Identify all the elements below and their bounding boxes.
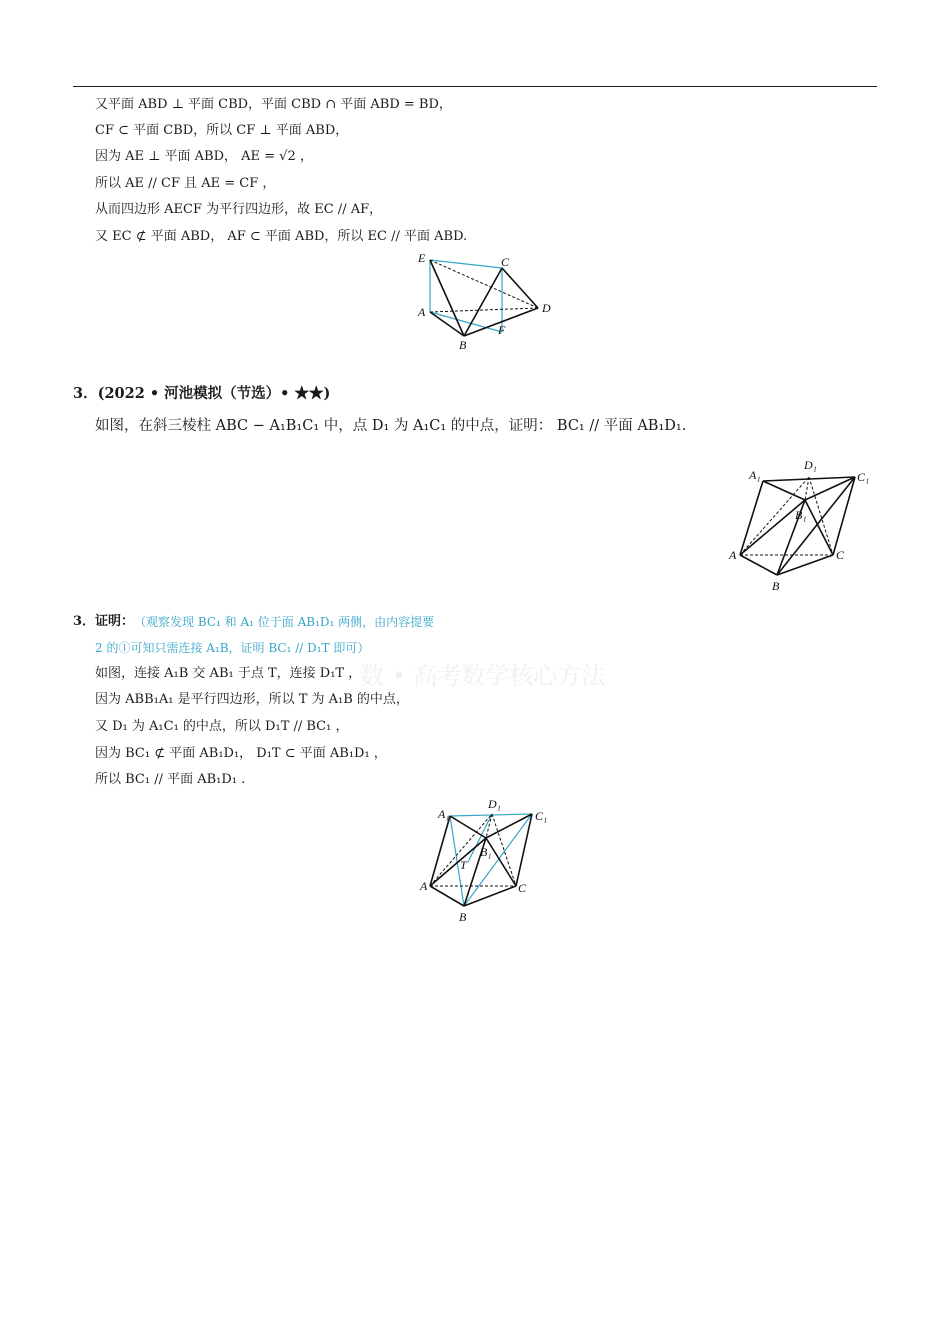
solution-line-1: 如图，连接 A₁B 交 AB₁ 于点 T，连接 D₁T ， [95,666,362,681]
label-C: C [518,881,527,895]
header-rule [73,86,877,87]
label-A: A [418,305,426,319]
label-B: B [459,338,467,352]
proof-line-2: CF ⊂ 平面 CBD，所以 CF ⊥ 平面 ABD， [95,123,349,138]
label-B1: B₁ [480,845,492,859]
proof-line-6: 又 EC ⊄ 平面 ABD， AF ⊂ 平面 ABD，所以 EC // 平面 ABD. [95,229,468,244]
label-C: C [501,255,510,269]
label-E: E [418,251,426,265]
figure-2-prism [725,455,875,595]
label-B: B [772,579,780,593]
label-D1: D₁ [804,458,817,472]
label-C: C [836,548,845,562]
edge-AF [430,312,502,332]
label-T: T [460,858,467,872]
label-F: F [498,323,506,337]
label-A: A [420,879,428,893]
figure-3-prism [418,798,558,923]
label-A1: A₁ [438,807,450,821]
solution-hint-2: 2 的①可知只需连接 A₁B，证明 BC₁ // D₁T 即可） [95,641,370,655]
edge-BC [464,268,502,336]
proof-line-4: 所以 AE // CF 且 AE = CF ， [95,176,276,191]
label-A1: A₁ [749,468,761,482]
problem-header: 3．(2022 • 河池模拟（节选）• ★★) [73,385,331,402]
solution-line-5: 所以 BC₁ // 平面 AB₁D₁ . [95,772,246,787]
solution-hint-1: （观察发现 BC₁ 和 A₁ 位于面 AB₁D₁ 两侧，由内容提要 [134,615,435,629]
solution-line-3: 又 D₁ 为 A₁C₁ 的中点，所以 D₁T // BC₁ ， [95,719,349,734]
proof-line-5: 从而四边形 AECF 为平行四边形，故 EC // AF， [95,202,383,217]
solution-label: 3．证明： [73,614,135,629]
proof-line-3: 因为 AE ⊥ 平面 ABD， AE = √2 ， [95,149,313,164]
solution-line-2: 因为 ABB₁A₁ 是平行四边形，所以 T 为 A₁B 的中点， [95,692,409,707]
edge-CD [502,268,538,308]
solution-line-4: 因为 BC₁ ⊄ 平面 AB₁D₁， D₁T ⊂ 平面 AB₁D₁ ， [95,746,387,761]
edge-AD [430,308,538,312]
label-B1: B₁ [795,508,807,522]
label-D1: D₁ [488,797,501,811]
watermark: 数 • 高考数学核心方法 [360,662,606,690]
proof-line-1: 又平面 ABD ⊥ 平面 CBD，平面 CBD ∩ 平面 ABD = BD， [95,97,452,112]
label-B: B [459,910,467,924]
label-D: D [542,301,551,315]
problem-statement: 如图，在斜三棱柱 ABC − A₁B₁C₁ 中，点 D₁ 为 A₁C₁ 的中点，证明： BC₁ // 平面 AB₁D₁. [95,418,687,434]
label-A: A [729,548,737,562]
label-C1: C₁ [857,470,870,484]
figure-1-diagram [410,250,570,350]
label-C1: C₁ [535,809,548,823]
edge-EC [430,260,502,268]
